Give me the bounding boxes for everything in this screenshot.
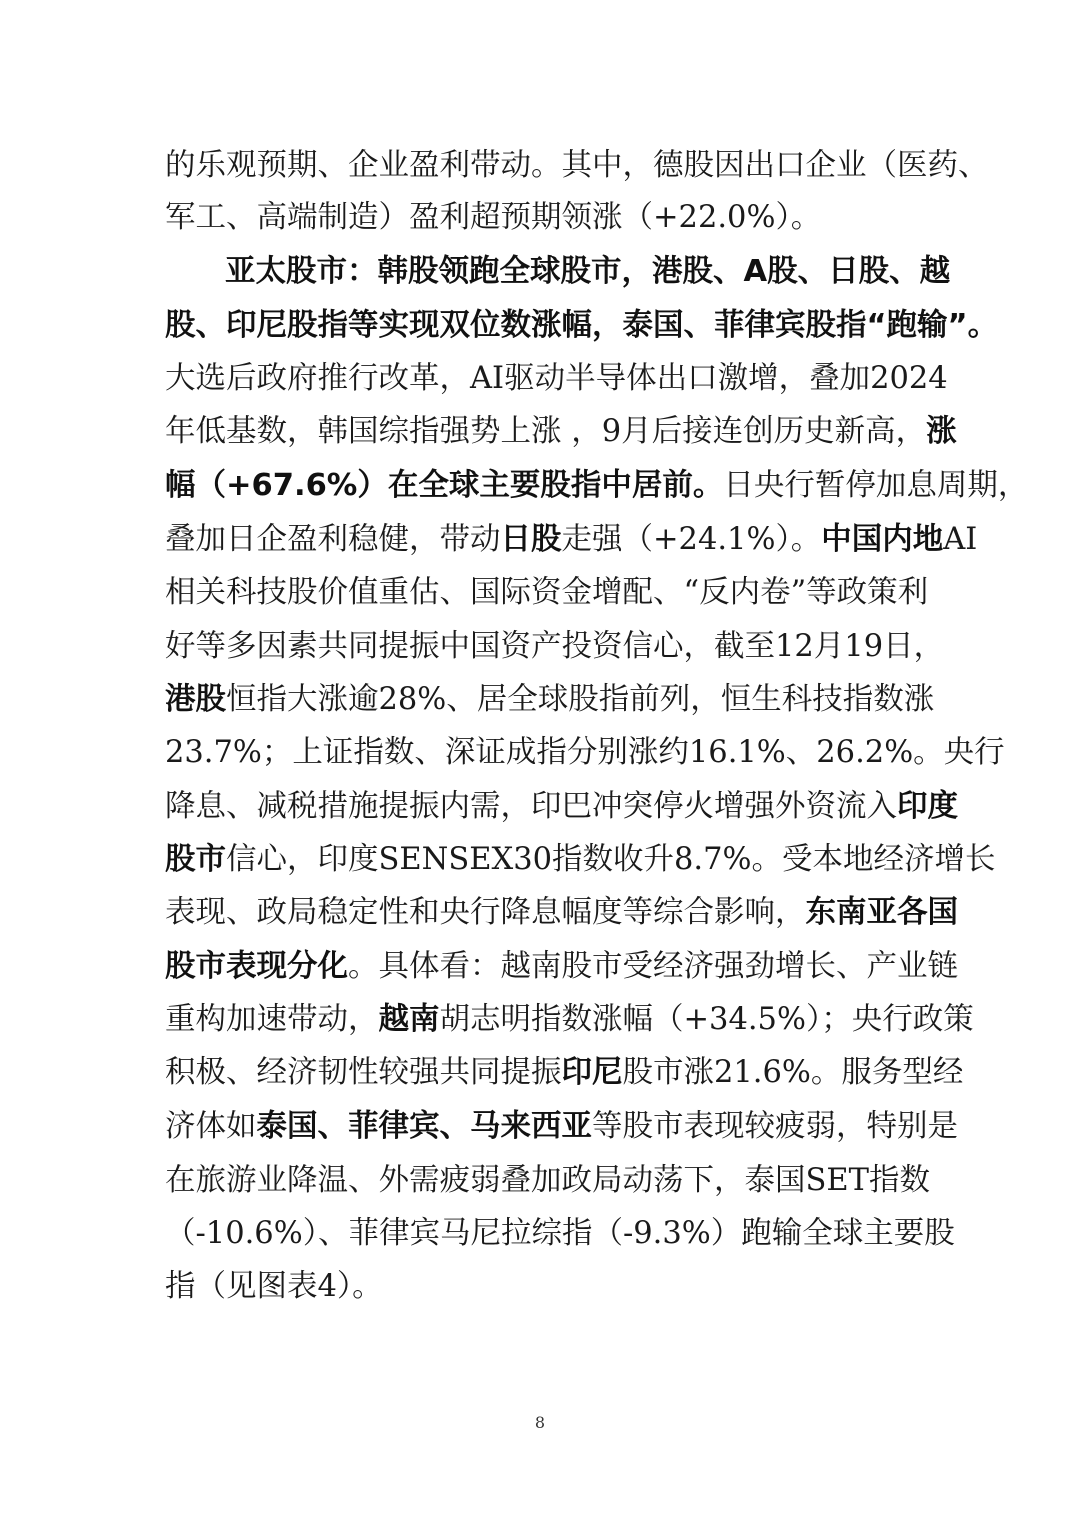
bold-text-segment: 越南 <box>378 1002 440 1037</box>
text-line <box>225 252 951 292</box>
bold-text-segment: 股、印尼股指等实现双位数涨幅，泰国、菲律宾股指“跑输”。 <box>165 308 999 343</box>
text-segment: 信心，印度SENSEX30指数收升8.7%。受本地经济增长 <box>226 842 996 877</box>
text-segment: 大选后政府推行改革，AI驱动半导体出口激增，叠加2024 <box>165 361 948 396</box>
text-segment: 的乐观预期、企业盈利带动。其中，德股因出口企业（医药、 <box>165 148 989 183</box>
bold-text-segment: 中国内地 <box>821 522 944 557</box>
bold-text-segment: 日股 <box>500 522 562 557</box>
text-segment: 等股市表现较疲弱，特别是 <box>592 1109 958 1144</box>
text-segment: 23.7%；上证指数、深证成指分别涨约16.1%、26.2%。央行 <box>165 735 1005 770</box>
text-segment: 叠加日企盈利稳健，带动 <box>165 522 501 557</box>
bold-text-segment: 泰国、菲律宾、马来西亚 <box>256 1109 592 1144</box>
text-line <box>165 733 1005 773</box>
text-segment: 降息、减税措施提振内需，印巴冲突停火增强外资流入 <box>165 789 897 824</box>
text-line <box>165 306 999 346</box>
text-line <box>165 1053 964 1093</box>
text-segment: 济体如 <box>165 1109 257 1144</box>
bold-text-segment: 幅（+67.6%）在全球主要股指中居前。 <box>165 468 724 503</box>
text-line <box>165 680 935 720</box>
text-line <box>165 787 958 827</box>
text-segment: 日央行暂停加息周期， <box>723 468 1029 503</box>
bold-text-segment: 股市表现分化 <box>165 949 348 984</box>
text-line <box>165 1107 958 1147</box>
bold-text-segment: 港股 <box>165 682 226 717</box>
text-line <box>165 466 1029 506</box>
text-segment: 相关科技股价值重估、国际资金增配、“反内卷”等政策利 <box>165 575 929 610</box>
text-line <box>165 520 978 560</box>
text-segment: （-10.6%）、菲律宾马尼拉综指（-9.3%）跑输全球主要股 <box>165 1216 955 1251</box>
text-line <box>165 947 958 987</box>
text-line <box>165 893 958 933</box>
text-segment: 走强（+24.1%）。 <box>561 522 822 557</box>
text-segment: AI <box>943 522 978 557</box>
text-line <box>165 1267 915 1307</box>
text-segment: 恒指大涨逾28%、居全球股指前列，恒生科技指数涨 <box>226 682 935 717</box>
text-line <box>165 840 996 880</box>
text-segment: 股市涨21.6%。服务型经 <box>622 1055 964 1090</box>
bold-text-segment: 印尼 <box>561 1055 623 1090</box>
text-line <box>165 359 948 399</box>
text-segment: 积极、经济韧性较强共同提振 <box>165 1055 562 1090</box>
text-line <box>165 573 929 613</box>
text-segment: 表现、政局稳定性和央行降息幅度等综合影响， <box>165 895 806 930</box>
text-segment: 重构加速带动， <box>165 1002 379 1037</box>
text-segment: 年低基数，韩国综指强势上涨 ，9月后接连创历史新高， <box>165 414 927 449</box>
bold-text-segment: 股市 <box>165 842 226 877</box>
text-segment: 好等多因素共同提振中国资产投资信心，截至12月19日， <box>165 629 945 664</box>
text-line <box>165 1161 931 1201</box>
bold-text-segment: 东南亚各国 <box>805 895 958 930</box>
page-number: 8 <box>534 1413 546 1432</box>
text-segment: 指（见图表4）。 <box>165 1269 383 1304</box>
bold-text-segment: 亚太股市：韩股领跑全球股市，港股、A股、日股、越 <box>225 254 951 289</box>
text-line <box>165 1000 974 1040</box>
text-segment: 胡志明指数涨幅（+34.5%）；央行政策 <box>439 1002 974 1037</box>
text-segment: 军工、高端制造）盈利超预期领涨（+22.0%）。 <box>165 200 822 235</box>
text-line <box>165 627 945 667</box>
bold-text-segment: 涨 <box>926 414 957 449</box>
text-segment: 在旅游业降温、外需疲弱叠加政局动荡下，泰国SET指数 <box>165 1163 931 1198</box>
text-segment: 。具体看：越南股市受经济强劲增长、产业链 <box>348 949 958 984</box>
text-line <box>165 1214 955 1254</box>
bold-text-segment: 印度 <box>897 789 958 824</box>
text-line <box>165 412 957 452</box>
text-line <box>165 146 989 186</box>
text-line <box>165 198 915 238</box>
